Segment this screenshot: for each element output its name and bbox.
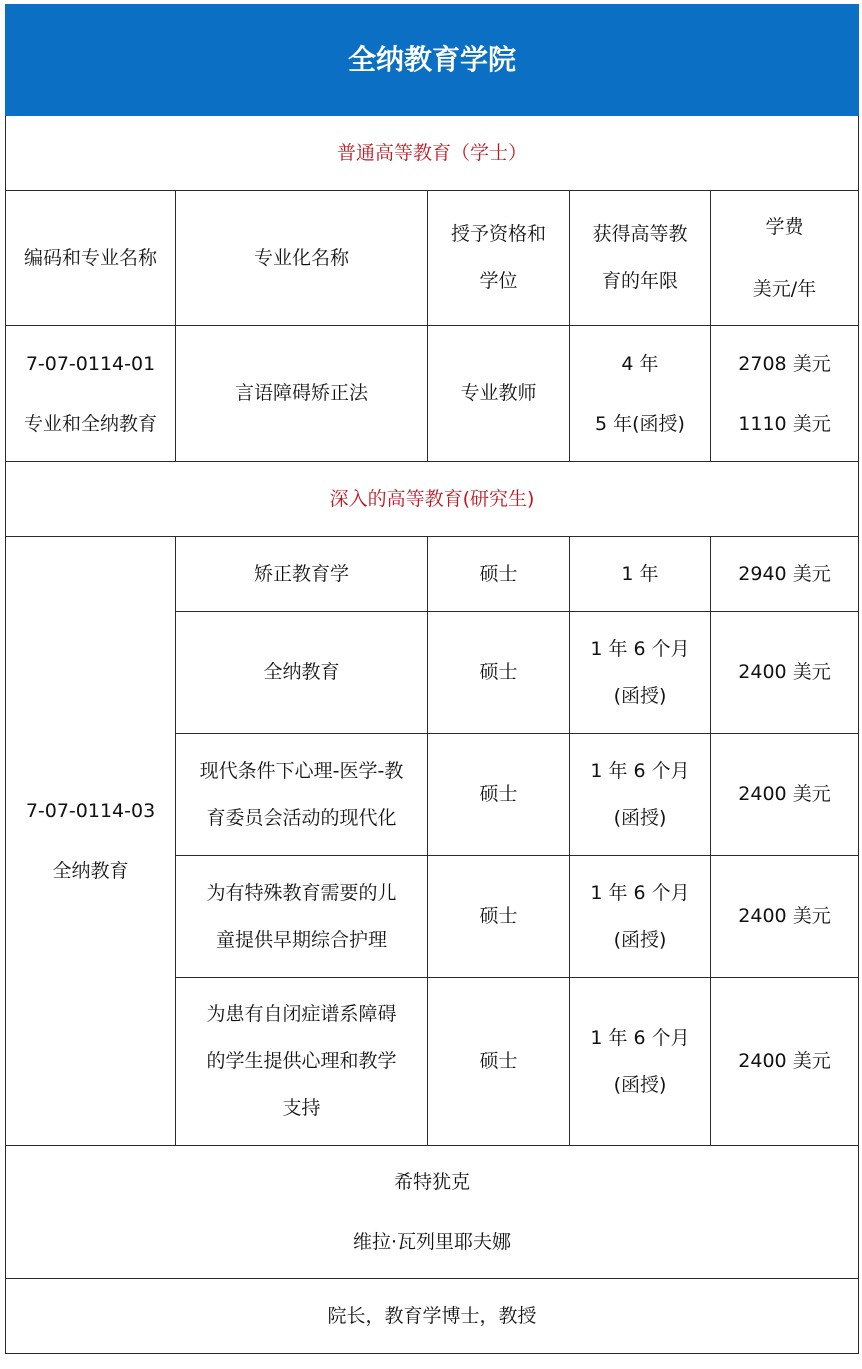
master-years: 1 年 — [570, 537, 711, 612]
master-degree: 硕士 — [428, 537, 570, 612]
header-years-line: 获得高等教 — [592, 223, 688, 245]
master-fee: 2940 美元 — [711, 537, 859, 612]
master-degree: 硕士 — [428, 734, 570, 856]
header-degree — [428, 191, 570, 326]
dean-name-cell — [6, 1146, 859, 1279]
title-row — [6, 5, 859, 116]
master-years-line: 1 年 6 个月 — [590, 759, 690, 782]
bachelor-years-line: 5 年(函授) — [595, 412, 685, 435]
master-years-line: (函授) — [613, 928, 667, 951]
bachelor-spec: 言语障碍矫正法 — [176, 326, 428, 462]
header-code-name: 编码和专业名称 — [6, 191, 176, 326]
bachelor-fee-line: 1110 美元 — [738, 412, 831, 435]
master-degree: 硕士 — [428, 978, 570, 1146]
master-spec: 矫正教育学 — [176, 537, 428, 612]
header-years — [570, 191, 711, 326]
master-years-line: 1 年 6 个月 — [590, 637, 690, 660]
master-years-line: 1 年 6 个月 — [590, 1026, 690, 1049]
master-spec: 全纳教育 — [176, 612, 428, 734]
master-spec-line: 支持 — [282, 1097, 321, 1119]
master-years — [570, 734, 711, 856]
dean-given-name: 维拉·瓦列里耶夫娜 — [352, 1231, 512, 1253]
header-years-line: 育的年限 — [601, 270, 678, 292]
master-code: 7-07-0114-03 — [25, 800, 156, 822]
header-spec-name: 专业化名称 — [176, 191, 428, 326]
master-spec-line: 为患有自闭症谱系障碍 — [206, 1003, 397, 1025]
master-fee: 2400 美元 — [711, 856, 859, 978]
bachelor-name: 专业和全纳教育 — [23, 412, 157, 435]
bachelor-fee-line: 2708 美元 — [738, 352, 831, 375]
master-name: 全纳教育 — [52, 860, 129, 882]
header-degree-line: 学位 — [479, 270, 518, 292]
section-master-heading: 深入的高等教育(研究生) — [6, 462, 859, 537]
header-row — [6, 191, 859, 326]
master-fee: 2400 美元 — [711, 734, 859, 856]
bachelor-years-line: 4 年 — [621, 352, 659, 375]
bachelor-fee — [711, 326, 859, 462]
footer-position-row — [6, 1279, 859, 1354]
master-years — [570, 978, 711, 1146]
dean-position: 院长，教育学博士，教授 — [6, 1279, 859, 1354]
bachelor-code: 7-07-0114-01 — [25, 352, 156, 375]
master-spec-line: 现代条件下心理-医学-教 — [199, 759, 404, 782]
bachelor-row — [6, 326, 859, 462]
master-years — [570, 856, 711, 978]
master-years-line: 1 年 6 个月 — [590, 881, 690, 904]
master-spec — [176, 734, 428, 856]
master-years-line: (函授) — [613, 806, 667, 829]
master-spec-line: 的学生提供心理和教学 — [206, 1050, 397, 1072]
bachelor-years — [570, 326, 711, 462]
master-spec — [176, 978, 428, 1146]
master-years — [570, 612, 711, 734]
header-fee-line: 学费 — [765, 216, 804, 238]
section-bachelor-heading: 普通高等教育（学士） — [6, 116, 859, 191]
master-spec — [176, 856, 428, 978]
master-degree: 硕士 — [428, 612, 570, 734]
master-years-line: (函授) — [613, 1073, 667, 1096]
page-title: 全纳教育学院 — [6, 5, 859, 116]
faculty-table — [5, 4, 859, 1354]
master-spec-line: 为有特殊教育需要的儿 — [206, 881, 397, 904]
bachelor-degree: 专业教师 — [428, 326, 570, 462]
master-code-cell — [6, 537, 176, 1146]
master-fee: 2400 美元 — [711, 978, 859, 1146]
dean-surname: 希特犹克 — [394, 1171, 471, 1193]
header-fee-line: 美元/年 — [752, 278, 817, 300]
master-spec-line: 育委员会活动的现代化 — [206, 806, 397, 829]
header-degree-line: 授予资格和 — [450, 223, 546, 245]
master-spec-line: 童提供早期综合护理 — [215, 928, 387, 951]
master-years-line: (函授) — [613, 684, 667, 707]
section-bachelor-row — [6, 116, 859, 191]
master-row — [6, 537, 859, 612]
master-fee: 2400 美元 — [711, 612, 859, 734]
header-fee — [711, 191, 859, 326]
bachelor-code-cell — [6, 326, 176, 462]
section-master-row — [6, 462, 859, 537]
master-degree: 硕士 — [428, 856, 570, 978]
footer-names-row — [6, 1146, 859, 1279]
